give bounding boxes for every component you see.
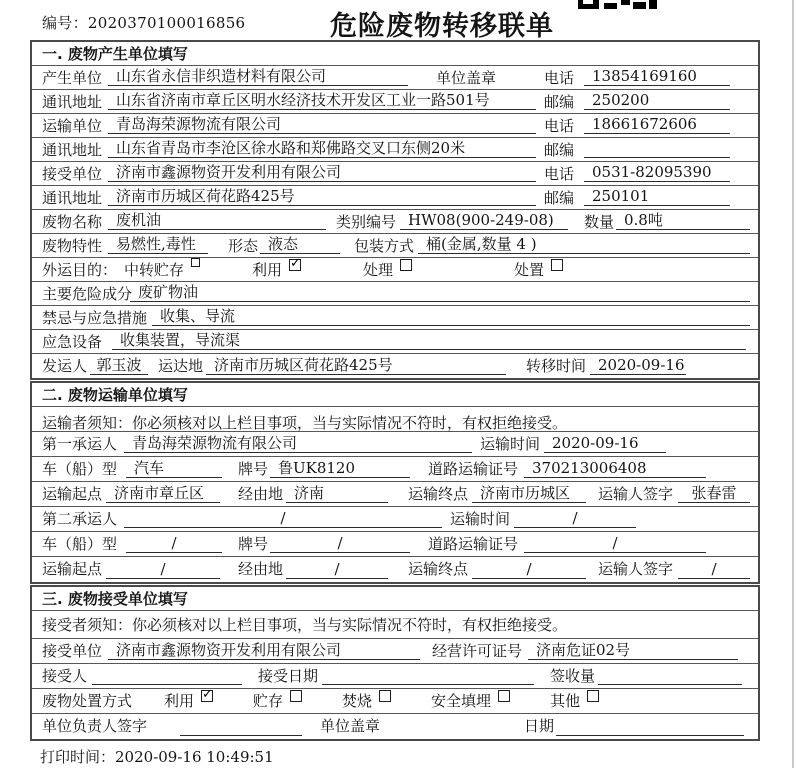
hazard-label: 主要危险成分 xyxy=(42,285,133,303)
notice-label: 接受者须知： xyxy=(42,616,133,634)
origin-value: / xyxy=(106,559,220,579)
packaging-value: 桶(金属,数量 4 ) xyxy=(418,234,750,254)
producer-label: 产生单位 xyxy=(42,69,103,87)
checkbox-utilize xyxy=(201,690,213,702)
row-disposal-method xyxy=(32,689,758,714)
second-carrier-label: 第二承运人 xyxy=(42,510,118,528)
hazard-value: 废矿物油 xyxy=(130,282,750,302)
row-first-carrier xyxy=(32,432,758,457)
row-taboo-measures xyxy=(32,306,758,330)
disposal-method-label: 废物处置方式 xyxy=(42,692,133,710)
row-producer xyxy=(32,66,758,90)
via-value: 济南 xyxy=(286,483,388,503)
road-permit-label: 道路运输证号 xyxy=(428,460,519,478)
option-incinerate: 焚烧 xyxy=(342,692,373,710)
row-receiving-unit xyxy=(32,639,758,664)
origin-label: 运输起点 xyxy=(42,485,103,503)
page-edge-line xyxy=(792,0,794,768)
shipper-label: 发运人 xyxy=(42,357,88,375)
shipper-value: 郭玉波 xyxy=(90,355,148,375)
checkbox-utilize xyxy=(289,259,301,271)
row-waste-characteristics xyxy=(32,234,758,258)
receive-date-value xyxy=(322,665,534,685)
checkbox-treat xyxy=(400,259,412,271)
terminus-label: 运输终点 xyxy=(408,485,469,503)
recipient-value xyxy=(92,665,242,685)
recipient-label: 接受人 xyxy=(42,667,88,685)
row-responsible-signature xyxy=(32,714,758,739)
transport-time-label: 运输时间 xyxy=(450,510,511,528)
via-label: 经由地 xyxy=(238,560,284,578)
row-receiver xyxy=(32,162,758,186)
option-other: 其他 xyxy=(550,692,581,710)
characteristics-value: 易燃性,毒性 xyxy=(108,234,208,254)
terminus-value: 济南市历城区 xyxy=(472,483,586,503)
section-receiver xyxy=(30,585,760,741)
notice-label: 运输者须知： xyxy=(42,414,133,432)
plate-label: 牌号 xyxy=(238,460,269,478)
phone-label: 电话 xyxy=(544,69,575,87)
equipment-value: 收集装置，导流渠 xyxy=(112,330,746,350)
carrier-signature-label: 运输人签字 xyxy=(598,485,674,503)
row-transport-purpose xyxy=(32,258,758,282)
address-label: 通讯地址 xyxy=(42,93,103,111)
characteristics-label: 废物特性 xyxy=(42,237,103,255)
equipment-label: 应急设备 xyxy=(42,333,103,351)
address-value: 山东省济南市章丘区明水经济技术开发区工业一路501号 xyxy=(108,90,536,110)
receiver-value: 济南市鑫源物资开发利用有限公司 xyxy=(108,162,536,182)
taboo-label: 禁忌与应急措施 xyxy=(42,309,148,327)
row-vehicle-2 xyxy=(32,532,758,557)
row-route-1 xyxy=(32,482,758,507)
received-amount-label: 签收量 xyxy=(550,667,596,685)
checkbox-transfer-storage xyxy=(191,258,200,267)
notice-text: 你必须核对以上栏目事项，当与实际情况不符时，有权拒绝接受。 xyxy=(132,616,568,634)
row-hazardous-components xyxy=(32,282,758,306)
receive-date-label: 接受日期 xyxy=(258,667,319,685)
vehicle-type-value: 汽车 xyxy=(126,458,222,478)
waste-name-label: 废物名称 xyxy=(42,213,103,231)
print-time xyxy=(40,746,796,767)
via-label: 经由地 xyxy=(238,485,284,503)
form-number-value: 2020370100016856 xyxy=(87,14,246,32)
row-receiver-address xyxy=(32,186,758,210)
transporter-label: 运输单位 xyxy=(42,117,103,135)
phone-value: 18661672606 xyxy=(584,114,730,134)
transport-time-value: 2020-09-16 xyxy=(544,433,666,453)
qr-code-fragment xyxy=(578,0,658,9)
section-producer xyxy=(30,40,760,380)
quantity-value: 0.8吨 xyxy=(616,210,750,230)
option-treat: 处理 xyxy=(363,261,394,279)
option-store: 贮存 xyxy=(253,692,284,710)
form-number xyxy=(42,12,245,33)
checkbox-landfill xyxy=(498,690,510,702)
section1-title: 一. 废物产生单位填写 xyxy=(32,42,758,66)
row-transporter-address xyxy=(32,138,758,162)
via-value: / xyxy=(286,559,388,579)
option-transfer-storage: 中转贮存 xyxy=(124,261,185,279)
vehicle-type-label: 车（船）型 xyxy=(42,535,118,553)
road-permit-value: / xyxy=(524,533,706,553)
producer-value: 山东省永信非织造材料有限公司 xyxy=(108,66,408,86)
form-state-value: 液态 xyxy=(260,234,340,254)
row-vehicle-1 xyxy=(32,457,758,482)
row-second-carrier xyxy=(32,507,758,532)
row-shipper xyxy=(32,354,758,378)
zip-value: 250200 xyxy=(584,90,730,110)
option-landfill: 安全填埋 xyxy=(431,692,492,710)
option-utilize: 利用 xyxy=(164,692,195,710)
plate-value: / xyxy=(270,533,410,553)
received-amount-value xyxy=(598,665,742,685)
form-state-label: 形态 xyxy=(228,237,259,255)
checkbox-other xyxy=(587,690,599,702)
terminus-label: 运输终点 xyxy=(408,560,469,578)
row-producer-address xyxy=(32,90,758,114)
taboo-value: 收集、导流 xyxy=(152,306,750,326)
row-transporter-notice xyxy=(32,407,758,432)
notice-text: 你必须核对以上栏目事项，当与实际情况不符时，有权拒绝接受。 xyxy=(132,414,568,432)
carrier-signature-label: 运输人签字 xyxy=(598,560,674,578)
second-carrier-value: / xyxy=(124,508,442,528)
option-utilize: 利用 xyxy=(252,261,283,279)
transfer-time-label: 转移时间 xyxy=(526,357,587,375)
first-carrier-value: 青岛海荣源物流有限公司 xyxy=(124,433,472,453)
section3-title: 三. 废物接受单位填写 xyxy=(32,587,758,611)
transporter-value: 青岛海荣源物流有限公司 xyxy=(108,114,536,134)
print-time-label: 打印时间： xyxy=(40,748,116,766)
address-value: 山东省青岛市李沧区徐水路和郑佛路交叉口东侧20米 xyxy=(108,138,536,158)
checkbox-dispose xyxy=(551,259,563,271)
date-value xyxy=(556,716,744,736)
carrier-signature-value: 张春雷 xyxy=(678,483,750,503)
zip-label: 邮编 xyxy=(544,141,575,159)
form-number-label: 编号： xyxy=(42,14,88,32)
phone-label: 电话 xyxy=(544,165,575,183)
receiver-label: 接受单位 xyxy=(42,165,103,183)
row-receiver-notice xyxy=(32,611,758,639)
category-code-value: HW08(900-249-08) xyxy=(400,210,568,230)
checkbox-store xyxy=(290,690,302,702)
zip-value xyxy=(584,138,730,158)
responsible-signature-label: 单位负责人签字 xyxy=(42,717,148,735)
plate-value: 鲁UK8120 xyxy=(270,458,410,478)
phone-value: 13854169160 xyxy=(584,66,730,86)
vehicle-type-label: 车（船）型 xyxy=(42,460,118,478)
responsible-signature-value xyxy=(180,716,302,736)
terminus-value: / xyxy=(472,559,586,579)
origin-value: 济南市章丘区 xyxy=(106,483,220,503)
phone-value: 0531-82095390 xyxy=(584,162,730,182)
option-dispose: 处置 xyxy=(514,261,545,279)
document-header xyxy=(0,0,796,40)
section-transporter xyxy=(30,381,760,584)
row-waste-name xyxy=(32,210,758,234)
receiving-unit-label: 接受单位 xyxy=(42,642,103,660)
row-recipient xyxy=(32,664,758,689)
receiving-unit-value: 济南市鑫源物资开发利用有限公司 xyxy=(108,640,420,660)
checkbox-incinerate xyxy=(379,690,391,702)
date-label: 日期 xyxy=(524,717,555,735)
transport-time-label: 运输时间 xyxy=(480,435,541,453)
quantity-label: 数量 xyxy=(584,213,615,231)
transfer-time-value: 2020-09-16 xyxy=(590,355,686,375)
vehicle-type-value: / xyxy=(126,533,222,553)
destination-label: 运达地 xyxy=(158,357,204,375)
road-permit-label: 道路运输证号 xyxy=(428,535,519,553)
address-value: 济南市历城区荷花路425号 xyxy=(108,186,536,206)
carrier-signature-value: / xyxy=(678,559,750,579)
road-permit-value: 370213006408 xyxy=(524,458,706,478)
business-license-label: 经营许可证号 xyxy=(432,642,523,660)
destination-value: 济南市历城区荷花路425号 xyxy=(206,355,506,375)
address-label: 通讯地址 xyxy=(42,189,103,207)
waste-name-value: 废机油 xyxy=(108,210,326,230)
form-title: 危险废物转移联单 xyxy=(330,11,554,42)
category-code-label: 类别编号 xyxy=(336,213,397,231)
section2-title: 二. 废物运输单位填写 xyxy=(32,383,758,407)
row-transporter xyxy=(32,114,758,138)
plate-label: 牌号 xyxy=(238,535,269,553)
row-emergency-equipment xyxy=(32,330,758,354)
first-carrier-label: 第一承运人 xyxy=(42,435,118,453)
origin-label: 运输起点 xyxy=(42,560,103,578)
zip-label: 邮编 xyxy=(544,189,575,207)
transport-time-value: / xyxy=(514,508,636,528)
address-label: 通讯地址 xyxy=(42,141,103,159)
packaging-label: 包装方式 xyxy=(354,237,415,255)
business-license-value: 济南危证02号 xyxy=(528,640,738,660)
print-time-value: 2020-09-16 10:49:51 xyxy=(115,748,274,766)
phone-label: 电话 xyxy=(544,117,575,135)
purpose-label: 外运目的： xyxy=(42,261,118,279)
zip-label: 邮编 xyxy=(544,93,575,111)
unit-seal-label: 单位盖章 xyxy=(320,717,381,735)
zip-value: 250101 xyxy=(584,186,730,206)
row-route-2 xyxy=(32,557,758,582)
unit-seal-label: 单位盖章 xyxy=(436,69,497,87)
